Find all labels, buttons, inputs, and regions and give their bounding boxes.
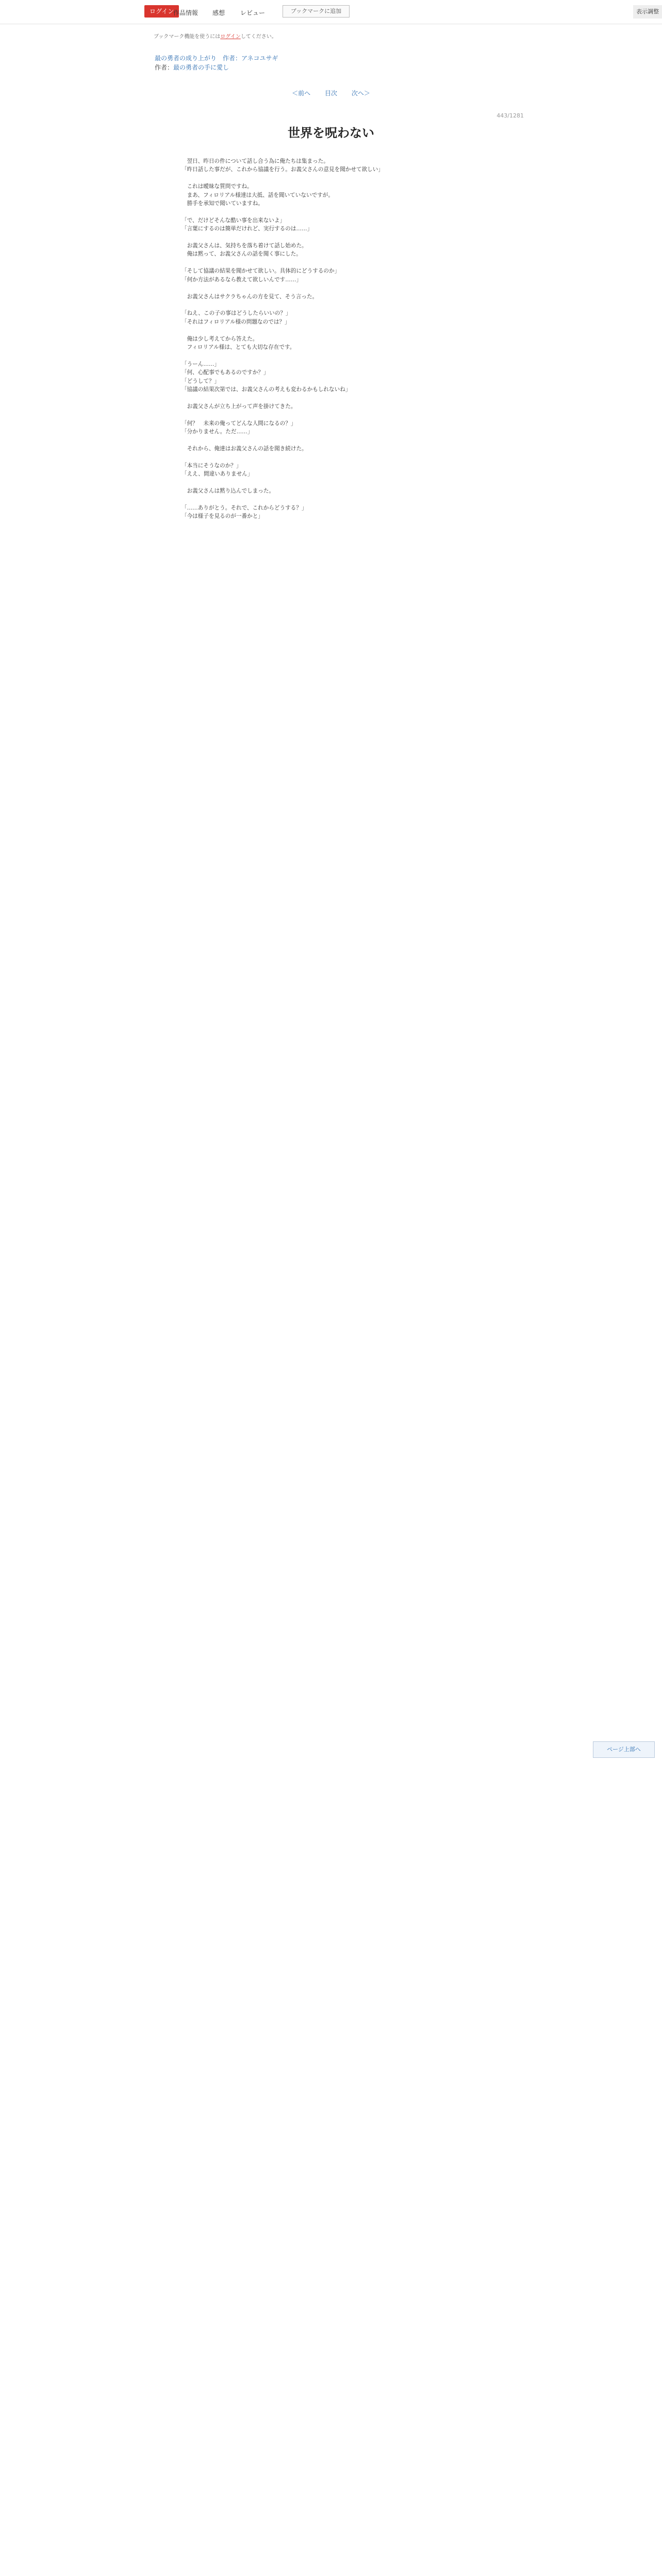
top-bar bbox=[0, 0, 662, 24]
prev-link[interactable]: ＜前へ bbox=[292, 90, 311, 97]
author-link[interactable]: 最の勇者の手に愛し bbox=[173, 64, 229, 71]
body-paragraph: 「ねえ、この子の事はどうしたらいいの？」 「それはフィロリアル様の問題なのでは？」 bbox=[181, 310, 291, 325]
body-paragraph: 「そして協議の結果を聞かせて欲しい。具体的にどうするのか」 「何か方法があるなら教えて欲しいんです……」 bbox=[181, 268, 340, 283]
body-paragraph: お義父さんが立ち上がって声を掛けてきた。 bbox=[181, 403, 296, 410]
toc-link[interactable]: 目次 bbox=[324, 90, 337, 97]
body-paragraph bbox=[181, 284, 499, 292]
display-settings-button[interactable]: 表示調整 bbox=[633, 5, 662, 19]
author-line: 作者：最の勇者の手に愛し bbox=[155, 64, 229, 71]
bookmark-add-button[interactable]: ブックマークに追加 bbox=[283, 5, 350, 18]
body-paragraph bbox=[181, 208, 499, 216]
body-paragraph: これは曖昧な質問ですね。 まあ、フィロリアル様達は大抵、話を聞いていないですが。 勝手を承知で聞いていますね。 bbox=[187, 183, 334, 207]
next-link[interactable]: 次へ＞ bbox=[351, 90, 370, 97]
body-paragraph: 「昨日話した事だが、これから協議を行う。お義父さんの意見を聞かせて欲しい」 bbox=[181, 166, 384, 173]
body-paragraph bbox=[181, 411, 499, 419]
notice-login-link[interactable]: ログイン bbox=[220, 34, 241, 40]
body-paragraph bbox=[181, 478, 499, 486]
body-paragraph: 「何？ 未来の俺ってどんな人間になるの？」 「分かりません。ただ……」 bbox=[181, 420, 296, 435]
body-paragraph bbox=[181, 436, 499, 444]
series-title-link[interactable]: 最の勇者の成り上がり 作者：アネコユサギ bbox=[155, 55, 278, 62]
body-paragraph: 翌日、昨日の件について話し合う為に俺たちは集まった。 bbox=[181, 158, 329, 164]
chapter-title: 世界を呪わない bbox=[288, 125, 374, 140]
body-paragraph bbox=[181, 301, 499, 309]
bookmark-login-notice: ブックマーク機能を使うにはログインしてください。 bbox=[154, 34, 277, 40]
pager-top bbox=[0, 89, 662, 99]
body-paragraph: 「……ありがとう。それで、これからどうする？」 「今は様子を見るのが一番かと」 bbox=[181, 504, 307, 520]
body-paragraph bbox=[181, 174, 499, 182]
scroll-top-button[interactable]: ページ上部へ bbox=[593, 1741, 655, 1758]
body-paragraph: それから、俺達はお義父さんの話を聞き続けた。 bbox=[181, 445, 307, 452]
body-paragraph bbox=[181, 351, 499, 360]
body-paragraph bbox=[181, 259, 499, 267]
nav-review[interactable]: レビュー bbox=[240, 9, 266, 16]
body-paragraph bbox=[181, 453, 499, 461]
body-paragraph: 「うーん……」 「何、心配事でもあるのですか？」 「どうして？」 「協議の結果次第では、お義父さんの考えも変わるかもしれないね」 bbox=[181, 361, 351, 393]
body-paragraph bbox=[181, 233, 499, 242]
body-paragraph: お義父さんは黙り込んでしまった。 bbox=[181, 487, 275, 494]
body-paragraph: 「で、だけどそんな酷い事を出来ないよ」 「言葉にするのは簡単だけれど、実行するのは……」 bbox=[181, 217, 313, 232]
login-button[interactable]: ログイン bbox=[144, 5, 179, 18]
body-paragraph bbox=[181, 394, 499, 402]
chapter-number: 443/1281 bbox=[496, 112, 524, 119]
body-paragraph: 「本当にそうなのか？」 「ええ、間違いありません」 bbox=[181, 462, 253, 478]
body-paragraph: お義父さんはサクラちゃんの方を見て、そう言った。 bbox=[181, 293, 318, 300]
body-paragraph: 俺は少し考えてから答えた。 フィロリアル様は、とても大切な存在です。 bbox=[187, 335, 295, 350]
nav-impressions[interactable]: 感想 bbox=[212, 9, 225, 16]
body-paragraph: お義父さんは、気持ちを落ち着けて話し始めた。 俺は黙って、お義父さんの話を聞く事にした。 bbox=[187, 243, 307, 258]
nav-work-info[interactable]: 作品情報 bbox=[173, 9, 198, 16]
body-paragraph bbox=[181, 326, 499, 334]
novel-body bbox=[181, 157, 499, 520]
body-paragraph bbox=[181, 495, 499, 503]
